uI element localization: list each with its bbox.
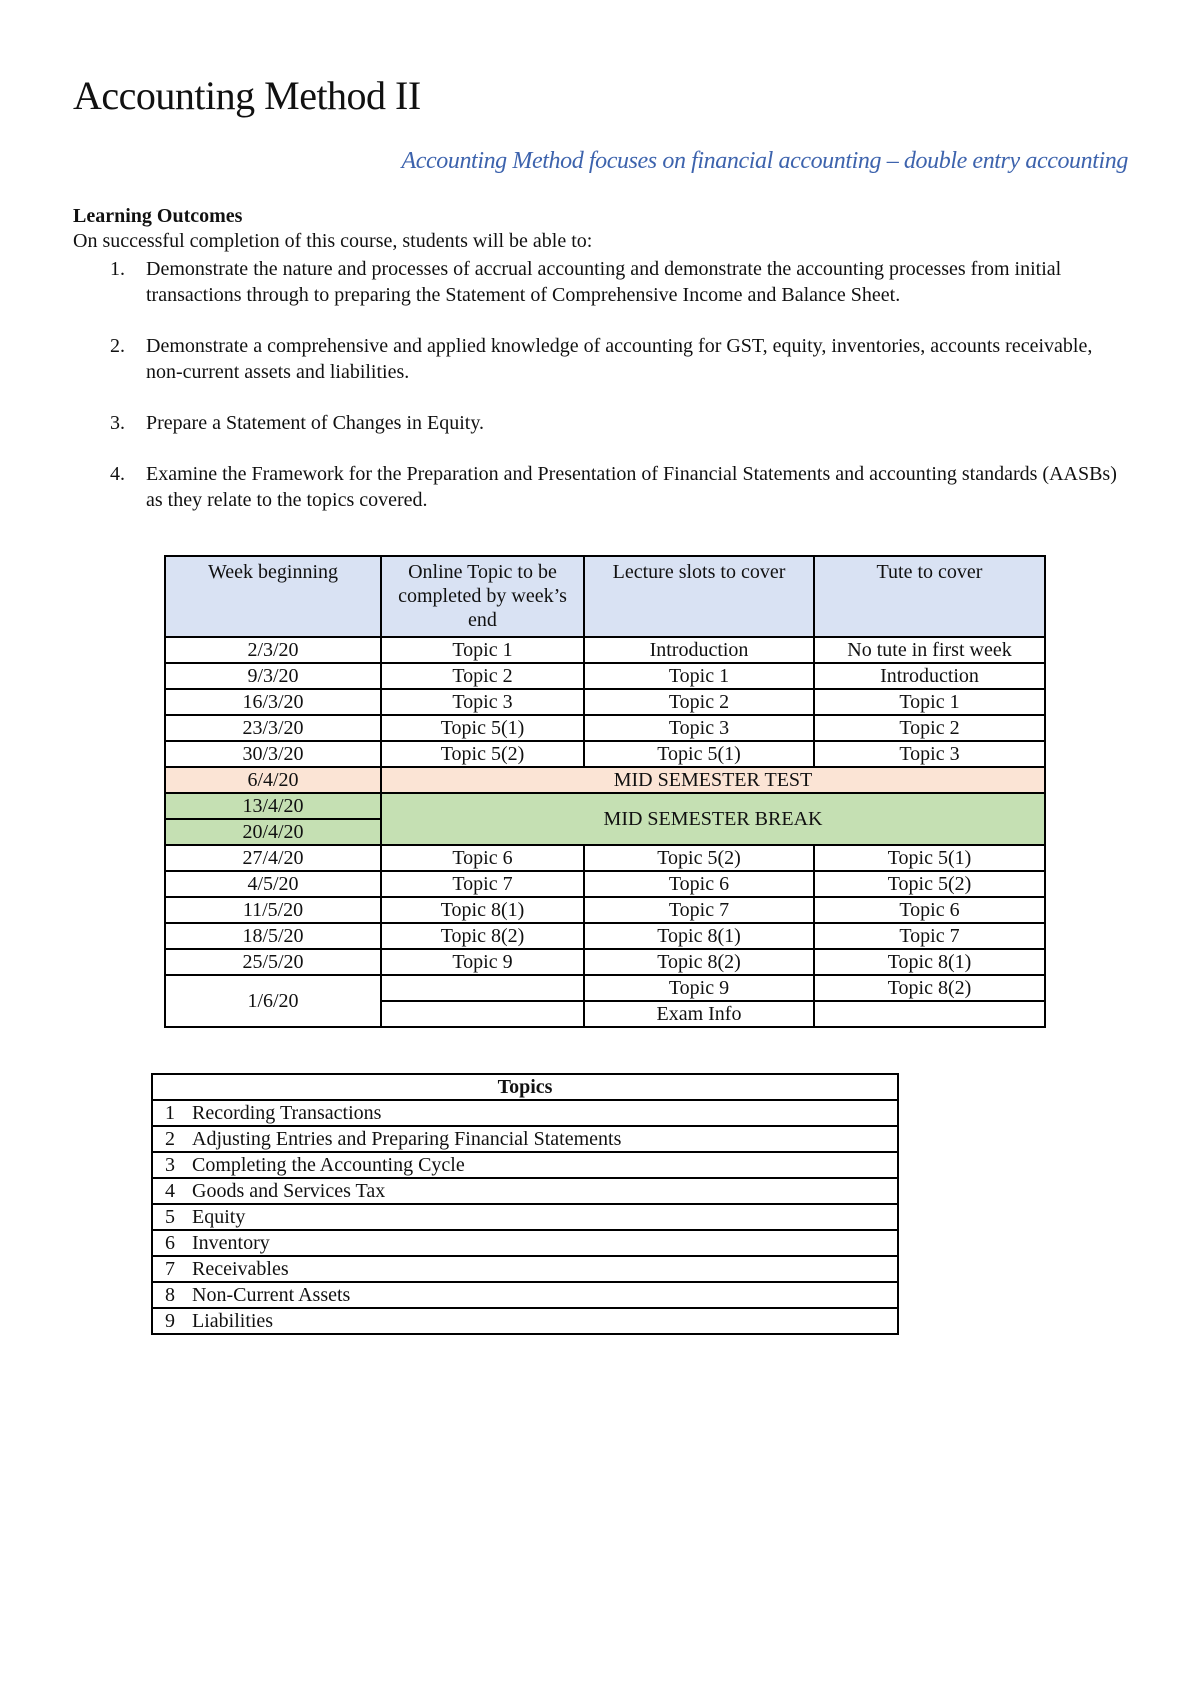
tute-cell: Topic 5(2) <box>814 871 1045 897</box>
table-row <box>165 715 1045 741</box>
topics-header-row <box>152 1074 898 1100</box>
topic-item <box>152 1256 898 1282</box>
schedule-header-row <box>165 556 1045 637</box>
table-row <box>152 1152 898 1178</box>
online-topic-cell: Topic 1 <box>381 637 584 663</box>
topics-table <box>151 1073 899 1335</box>
week-cell: 16/3/20 <box>165 689 381 715</box>
outcome-number: 4. <box>110 463 125 485</box>
topic-number: 5 <box>165 1206 175 1228</box>
online-topic-cell: Topic 9 <box>381 949 584 975</box>
week-cell: 20/4/20 <box>165 819 381 845</box>
topic-number: 2 <box>165 1128 175 1150</box>
topic-name: Goods and Services Tax <box>192 1180 386 1202</box>
online-topic-cell <box>381 1001 584 1027</box>
topic-item <box>152 1178 898 1204</box>
week-cell: 11/5/20 <box>165 897 381 923</box>
table-row <box>152 1256 898 1282</box>
topic-name: Equity <box>192 1206 246 1228</box>
topic-number: 4 <box>165 1180 175 1202</box>
outcome-item <box>73 461 1133 513</box>
header-tute: Tute to cover <box>814 556 1045 637</box>
table-row <box>152 1178 898 1204</box>
online-topic-cell: Topic 8(1) <box>381 897 584 923</box>
topic-name: Adjusting Entries and Preparing Financial Statements <box>192 1128 622 1150</box>
topic-number: 9 <box>165 1310 175 1332</box>
outcome-number: 2. <box>110 335 125 357</box>
mid-semester-test-row <box>165 767 1045 793</box>
topic-item <box>152 1308 898 1334</box>
topic-name: Non-Current Assets <box>192 1284 351 1306</box>
table-row <box>165 975 1045 1001</box>
topic-item <box>152 1204 898 1230</box>
lecture-cell: Topic 7 <box>584 897 814 923</box>
lecture-cell: Topic 5(2) <box>584 845 814 871</box>
lecture-cell: Topic 3 <box>584 715 814 741</box>
week-cell: 1/6/20 <box>165 975 381 1027</box>
outcome-text: Examine the Framework for the Preparation and Presentation of Financial Statements and accounting standards (AASBs) as they relate to the topics covered. <box>146 463 1117 511</box>
topic-name: Receivables <box>192 1258 289 1280</box>
topic-name: Inventory <box>192 1232 270 1254</box>
week-cell: 23/3/20 <box>165 715 381 741</box>
table-row <box>165 845 1045 871</box>
outcome-item <box>73 410 1133 436</box>
table-row <box>165 663 1045 689</box>
topic-item <box>152 1230 898 1256</box>
week-cell: 18/5/20 <box>165 923 381 949</box>
tute-cell: Topic 1 <box>814 689 1045 715</box>
online-topic-cell: Topic 6 <box>381 845 584 871</box>
online-topic-cell: Topic 5(1) <box>381 715 584 741</box>
week-cell: 4/5/20 <box>165 871 381 897</box>
outcome-item <box>73 256 1133 308</box>
tute-cell: Topic 8(2) <box>814 975 1045 1001</box>
tute-cell: Topic 3 <box>814 741 1045 767</box>
tute-cell: No tute in first week <box>814 637 1045 663</box>
tute-cell: Topic 6 <box>814 897 1045 923</box>
mid-semester-break-cell: MID SEMESTER BREAK <box>381 793 1045 845</box>
table-row <box>152 1308 898 1334</box>
outcome-number: 1. <box>110 258 125 280</box>
outcome-number: 3. <box>110 412 125 434</box>
lecture-cell: Exam Info <box>584 1001 814 1027</box>
schedule-table <box>164 555 1046 1028</box>
tute-cell: Topic 5(1) <box>814 845 1045 871</box>
lecture-cell: Topic 6 <box>584 871 814 897</box>
lecture-cell: Introduction <box>584 637 814 663</box>
header-week: Week beginning <box>165 556 381 637</box>
lecture-cell: Topic 1 <box>584 663 814 689</box>
learning-outcomes-heading: Learning Outcomes <box>73 205 243 227</box>
online-topic-cell: Topic 3 <box>381 689 584 715</box>
lecture-cell: Topic 8(1) <box>584 923 814 949</box>
header-lecture: Lecture slots to cover <box>584 556 814 637</box>
online-topic-cell: Topic 5(2) <box>381 741 584 767</box>
week-cell: 2/3/20 <box>165 637 381 663</box>
topic-name: Recording Transactions <box>192 1102 382 1124</box>
lecture-cell: Topic 5(1) <box>584 741 814 767</box>
week-cell: 6/4/20 <box>165 767 381 793</box>
topic-number: 7 <box>165 1258 175 1280</box>
mid-semester-test-cell: MID SEMESTER TEST <box>381 767 1045 793</box>
topics-heading: Topics <box>152 1074 898 1100</box>
tute-cell <box>814 1001 1045 1027</box>
topic-name: Completing the Accounting Cycle <box>192 1154 465 1176</box>
topic-item <box>152 1282 898 1308</box>
topic-item <box>152 1152 898 1178</box>
topic-name: Liabilities <box>192 1310 274 1332</box>
learning-outcomes-list <box>73 256 1133 538</box>
online-topic-cell <box>381 975 584 1001</box>
topic-number: 1 <box>165 1102 175 1124</box>
lecture-cell: Topic 8(2) <box>584 949 814 975</box>
page-title: Accounting Method II <box>73 73 421 118</box>
topic-number: 3 <box>165 1154 175 1176</box>
table-row <box>165 923 1045 949</box>
online-topic-cell: Topic 7 <box>381 871 584 897</box>
learning-outcomes-intro: On successful completion of this course, students will be able to: <box>73 230 593 252</box>
topic-number: 6 <box>165 1232 175 1254</box>
page-subtitle: Accounting Method focuses on financial accounting – double entry accounting <box>401 148 1128 174</box>
topic-item <box>152 1126 898 1152</box>
lecture-cell: Topic 9 <box>584 975 814 1001</box>
week-cell: 27/4/20 <box>165 845 381 871</box>
table-row <box>165 689 1045 715</box>
header-online-topic: Online Topic to be completed by week’s end <box>381 556 584 637</box>
table-row <box>165 871 1045 897</box>
tute-cell: Introduction <box>814 663 1045 689</box>
table-row <box>152 1126 898 1152</box>
week-cell: 30/3/20 <box>165 741 381 767</box>
week-cell: 13/4/20 <box>165 793 381 819</box>
lecture-cell: Topic 2 <box>584 689 814 715</box>
table-row <box>152 1282 898 1308</box>
topic-item <box>152 1100 898 1126</box>
outcome-text: Demonstrate the nature and processes of accrual accounting and demonstrate the accounting processes from initial transactions through to preparing the Statement of Comprehensive Income and Balance Sheet. <box>146 258 1062 306</box>
outcome-text: Demonstrate a comprehensive and applied knowledge of accounting for GST, equity, inventories, accounts receivable, non-current assets and liabilities. <box>146 335 1093 383</box>
tute-cell: Topic 2 <box>814 715 1045 741</box>
week-cell: 9/3/20 <box>165 663 381 689</box>
outcome-text: Prepare a Statement of Changes in Equity. <box>146 412 485 434</box>
table-row <box>152 1230 898 1256</box>
table-row <box>152 1100 898 1126</box>
table-row <box>165 897 1045 923</box>
table-row <box>152 1204 898 1230</box>
outcome-item <box>73 333 1133 385</box>
week-cell: 25/5/20 <box>165 949 381 975</box>
online-topic-cell: Topic 8(2) <box>381 923 584 949</box>
topic-number: 8 <box>165 1284 175 1306</box>
tute-cell: Topic 8(1) <box>814 949 1045 975</box>
table-row <box>165 637 1045 663</box>
table-row <box>165 949 1045 975</box>
online-topic-cell: Topic 2 <box>381 663 584 689</box>
tute-cell: Topic 7 <box>814 923 1045 949</box>
mid-semester-break-row <box>165 793 1045 819</box>
table-row <box>165 741 1045 767</box>
